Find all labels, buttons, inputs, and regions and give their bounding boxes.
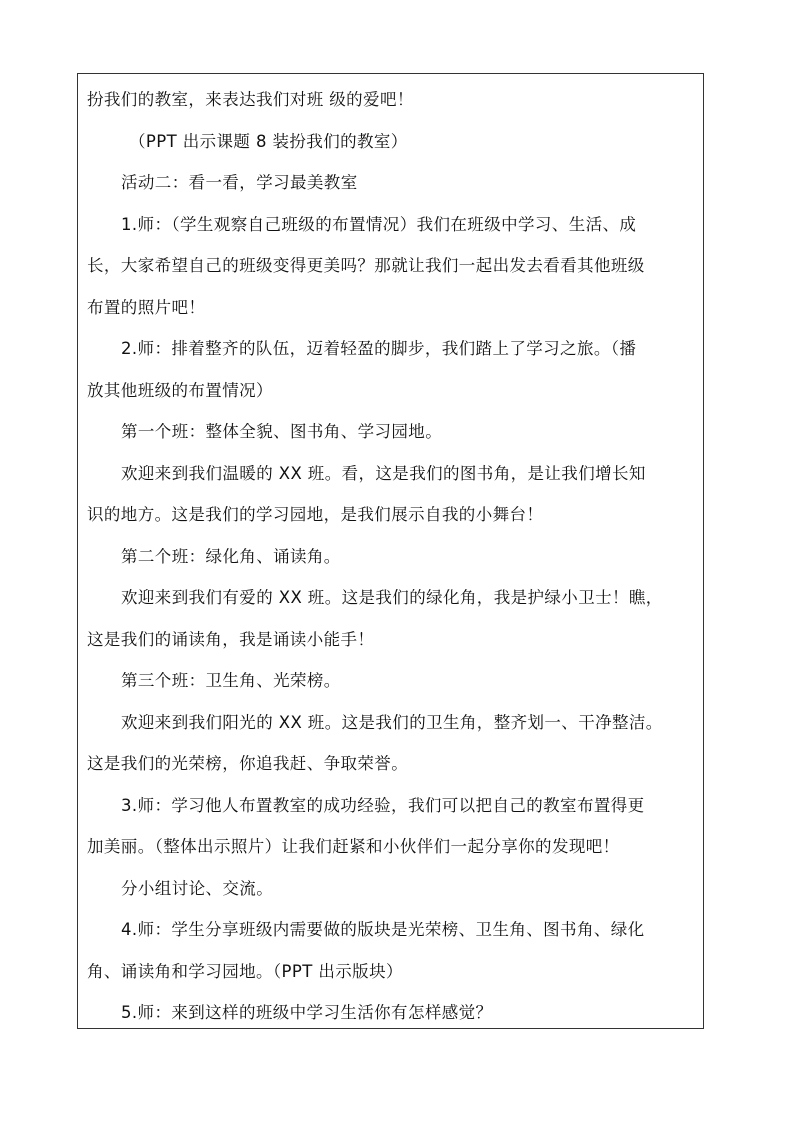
activity-heading: 活动二：看一看，学习最美教室 xyxy=(121,173,358,192)
text-line: （PPT 出示课题 8 装扮我们的教室） xyxy=(129,131,408,151)
text-line: 第三个班：卫生角、光荣榜。 xyxy=(121,671,341,690)
text-line: 第二个班：绿化角、诵读角。 xyxy=(121,546,341,566)
text-line: 这是我们的光荣榜，你追我赶、争取荣誉。 xyxy=(87,754,409,773)
text-line: 3.师：学习他人布置教室的成功经验，我们可以把自己的教室布置得更 xyxy=(121,795,645,815)
text-line: 分小组讨论、交流。 xyxy=(121,878,274,898)
text-line: 5.师：来到这样的班级中学习生活你有怎样感觉？ xyxy=(121,1003,493,1022)
text-line: 第一个班：整体全貌、图书角、学习园地。 xyxy=(121,422,443,441)
text-line: 扮我们的教室，来表达我们对班 级的爱吧！ xyxy=(87,90,414,109)
text-line: 这是我们的诵读角，我是诵读小能手！ xyxy=(87,629,375,649)
text-line: 角、诵读角和学习园地。（PPT 出示版块） xyxy=(87,961,403,981)
text-line: 放其他班级的布置情况） xyxy=(87,380,273,400)
text-line: 1.师：（学生观察自己班级的布置情况）我们在班级中学习、生活、成 xyxy=(121,214,637,234)
text-line: 欢迎来到我们有爱的 XX 班。这是我们的绿化角，我是护绿小卫士！瞧， xyxy=(121,588,663,607)
text-line: 欢迎来到我们阳光的 XX 班。这是我们的卫生角，整齐划一、干净整洁。 xyxy=(121,712,663,732)
text-line: 长，大家希望自己的班级变得更美吗？那就让我们一起出发去看看其他班级 xyxy=(87,256,645,275)
document-body xyxy=(87,79,707,1034)
text-line: 识的地方。这是我们的学习园地，是我们展示自我的小舞台！ xyxy=(87,505,544,524)
text-line: 2.师：排着整齐的队伍，迈着轻盈的脚步，我们踏上了学习之旅。（播 xyxy=(121,339,637,358)
text-line: 布置的照片吧！ xyxy=(87,297,206,317)
text-line: 欢迎来到我们温暖的 XX 班。看，这是我们的图书角，是让我们增长知 xyxy=(121,463,646,483)
text-line: 4.师：学生分享班级内需要做的版块是光荣榜、卫生角、图书角、绿化 xyxy=(121,920,645,939)
text-line: 加美丽。（整体出示照片）让我们赶紧和小伙伴们一起分享你的发现吧！ xyxy=(87,837,620,856)
